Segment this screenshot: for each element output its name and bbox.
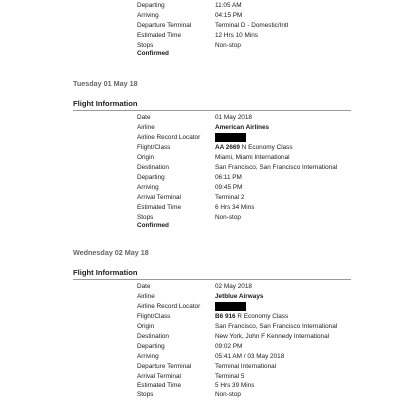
- estimated-time-value: 6 Hrs 34 Mins: [215, 204, 255, 211]
- record-locator-value: [215, 302, 246, 312]
- estimated-time-label: Estimated Time: [137, 32, 182, 39]
- redaction-box: [215, 133, 246, 142]
- destination-value: New York, John F Kennedy International: [215, 333, 330, 340]
- status-confirmed: Confirmed: [137, 50, 169, 57]
- arriving-value: 05:41 AM / 03 May 2018: [215, 353, 285, 360]
- flight-class: N Economy Class: [240, 144, 293, 151]
- airline-value: Jetblue Airways: [215, 293, 264, 300]
- origin-label: Origin: [137, 323, 155, 330]
- airline-row: [0, 292, 400, 302]
- arrival-terminal-label: Arrival Terminal: [137, 373, 181, 380]
- departure-terminal-value: Terminal International: [215, 363, 277, 370]
- estimated-time-value: 5 Hrs 39 Mins: [215, 382, 255, 389]
- stops-value: Non-stop: [215, 391, 241, 398]
- stops-label: Stops: [137, 214, 154, 221]
- arriving-value: 09:45 PM: [215, 184, 243, 191]
- estimated-time-label: Estimated Time: [137, 382, 182, 389]
- record-locator-value: [215, 133, 246, 143]
- record-locator-row: [0, 133, 400, 143]
- stops-row: [0, 41, 400, 51]
- departing-value: 06:11 PM: [215, 174, 242, 181]
- record-locator-label: Airline Record Locator: [137, 134, 201, 141]
- origin-label: Origin: [137, 154, 155, 161]
- date-value: 01 May 2018: [215, 114, 252, 121]
- origin-row: [0, 322, 400, 332]
- stops-row: [0, 213, 400, 223]
- arrival-terminal-row: [0, 193, 400, 203]
- departing-row: [0, 1, 400, 11]
- record-locator-row: [0, 302, 400, 312]
- destination-label: Destination: [137, 333, 169, 340]
- departure-terminal-row: [0, 21, 400, 31]
- airline-value: American Airlines: [215, 124, 270, 131]
- departure-terminal-row: [0, 362, 400, 372]
- departure-terminal-label: Departure Terminal: [137, 363, 192, 370]
- section-title: Flight Information: [73, 98, 351, 111]
- arriving-row: [0, 183, 400, 193]
- flight-class-row: [0, 312, 400, 322]
- departing-value: 09:02 PM: [215, 343, 243, 350]
- arriving-label: Arriving: [137, 12, 159, 19]
- destination-row: [0, 332, 400, 342]
- flight-number: AA 2669: [215, 144, 240, 151]
- estimated-time-value: 12 Hrs 10 Mins: [215, 32, 258, 39]
- arrival-terminal-value: Terminal 5: [215, 373, 245, 380]
- departing-label: Departing: [137, 2, 165, 9]
- date-row: [0, 113, 400, 123]
- day-heading: Wednesday 02 May 18: [73, 248, 149, 257]
- destination-value: San Francisco, San Francisco International: [215, 164, 338, 171]
- flight-number: B6 916: [215, 313, 236, 320]
- origin-row: [0, 153, 400, 163]
- estimated-time-row: [0, 31, 400, 41]
- date-label: Date: [137, 283, 151, 290]
- stops-value: Non-stop: [215, 214, 241, 221]
- flight-class: R Economy Class: [235, 313, 289, 320]
- date-label: Date: [137, 114, 151, 121]
- arrival-terminal-label: Arrival Terminal: [137, 194, 181, 201]
- arriving-row: [0, 11, 400, 21]
- arriving-value: 04:15 PM: [215, 12, 243, 19]
- flight-class-value: [215, 312, 288, 322]
- record-locator-label: Airline Record Locator: [137, 303, 201, 310]
- stops-label: Stops: [137, 42, 154, 49]
- arriving-label: Arriving: [137, 353, 159, 360]
- airline-label: Airline: [137, 293, 155, 300]
- destination-row: [0, 163, 400, 173]
- departing-value: 11:05 AM: [215, 2, 242, 9]
- airline-label: Airline: [137, 124, 155, 131]
- status-confirmed: Confirmed: [137, 222, 169, 229]
- airline-row: [0, 123, 400, 133]
- estimated-time-label: Estimated Time: [137, 204, 182, 211]
- arrival-terminal-value: Terminal 2: [215, 194, 245, 201]
- date-value: 02 May 2018: [215, 283, 252, 290]
- departing-row: [0, 173, 400, 183]
- date-row: [0, 282, 400, 292]
- flight-class-row: [0, 143, 400, 153]
- stops-label: Stops: [137, 391, 154, 398]
- origin-value: San Francisco, San Francisco International: [215, 323, 338, 330]
- departing-row: [0, 342, 400, 352]
- flight-class-label: Flight/Class: [137, 144, 171, 151]
- redaction-box: [215, 302, 246, 311]
- flight-class-value: [215, 143, 293, 153]
- origin-value: Miami, Miami International: [215, 154, 290, 161]
- day-heading: Tuesday 01 May 18: [73, 79, 138, 88]
- destination-label: Destination: [137, 164, 169, 171]
- departing-label: Departing: [137, 174, 165, 181]
- arriving-label: Arriving: [137, 184, 159, 191]
- section-title: Flight Information: [73, 267, 351, 280]
- departing-label: Departing: [137, 343, 165, 350]
- arriving-row: [0, 352, 400, 362]
- departure-terminal-value: Terminal D - Domestic/Intl: [215, 22, 289, 29]
- estimated-time-row: [0, 203, 400, 213]
- stops-row: [0, 390, 400, 400]
- stops-value: Non-stop: [215, 42, 241, 49]
- departure-terminal-label: Departure Terminal: [137, 22, 192, 29]
- flight-class-label: Flight/Class: [137, 313, 171, 320]
